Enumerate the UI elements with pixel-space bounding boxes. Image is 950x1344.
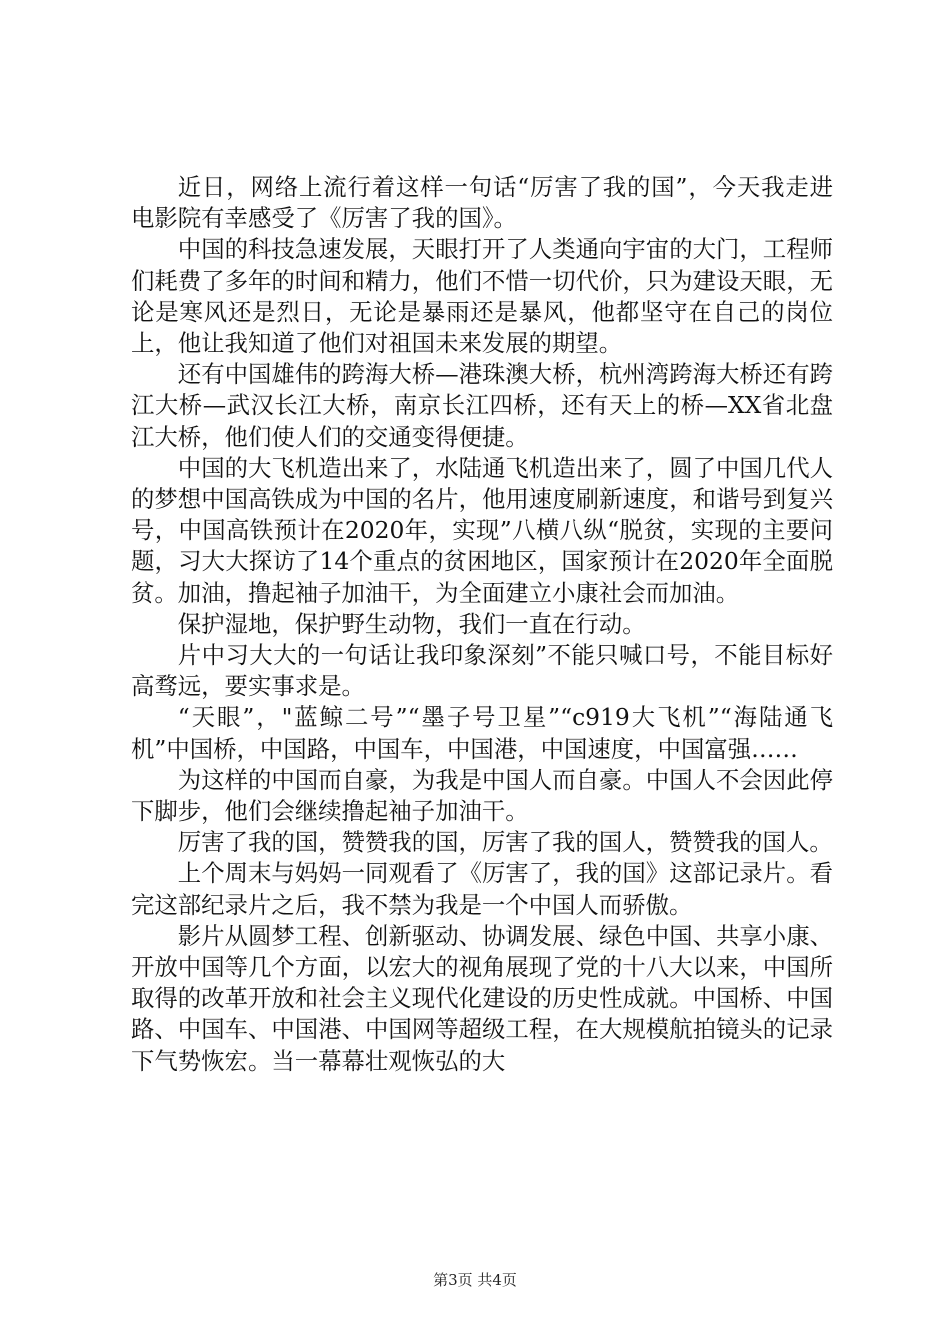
paragraph: 片中习大大的一句话让我印象深刻”不能只喊口号，不能目标好高骛远，要实事求是。 [131,641,833,701]
paragraph: 影片从圆梦工程、创新驱动、协调发展、绿色中国、共享小康、开放中国等几个方面，以宏大的视角展现了党的十八大以来，中国所取得的改革开放和社会主义现代化建设的历史性成就。中国桥、中国路、中国车、中国港、中国网等超级工程，在大规模航拍镜头的记录下气势恢宏。当一幕幕壮观恢弘的大 [131,921,833,1075]
paragraph: 保护湿地，保护野生动物，我们一直在行动。 [177,609,646,638]
paragraph: 近日，网络上流行着这样一句话“厉害了我的国”，今天我走进电影院有幸感受了《厉害了我的国》。 [131,173,833,233]
page-number-footer: 第3页 共4页 [433,1271,517,1289]
paragraph: 中国的科技急速发展，天眼打开了人类通向宇宙的大门，工程师们耗费了多年的时间和精力，他们不惜一切代价，只为建设天眼，无论是寒风还是烈日，无论是暴雨还是暴风，他都坚守在自己的岗位上，他让我知道了他们对祖国未来发展的期望。 [131,235,833,358]
paragraph: 为这样的中国而自豪，为我是中国人而自豪。中国人不会因此停下脚步，他们会继续撸起袖子加油干。 [131,765,833,826]
paragraph: 厉害了我的国，赞赞我的国，厉害了我的国人，赞赞我的国人。 [177,828,833,857]
paragraph: 上个周末与妈妈一同观看了《厉害了，我的国》这部记录片。看完这部纪录片之后，我不禁为我是一个中国人而骄傲。 [131,859,833,919]
paragraph: 中国的大飞机造出来了，水陆通飞机造出来了，圆了中国几代人的梦想中国高铁成为中国的名片，他用速度刷新速度，和谐号到复兴号，中国高铁预计在2020年，实现”八横八纵“脱贫，实现的主要问题，习大大探访了14个重点的贫困地区，国家预计在2020年全面脱贫。加油，撸起袖子加油干，为全面建立小康社会而加油。 [131,453,833,607]
document-body [131,172,833,1077]
paragraph: “天眼”，"蓝鲸二号”“墨子号卫星”“c919大飞机”“海陆通飞机”中国桥，中国路，中国车，中国港，中国速度，中国富强…… [131,703,833,763]
paragraph: 还有中国雄伟的跨海大桥—港珠澳大桥，杭州湾跨海大桥还有跨江大桥—武汉长江大桥，南京长江四桥，还有天上的桥—XX省北盘江大桥，他们使人们的交通变得便捷。 [131,360,833,451]
